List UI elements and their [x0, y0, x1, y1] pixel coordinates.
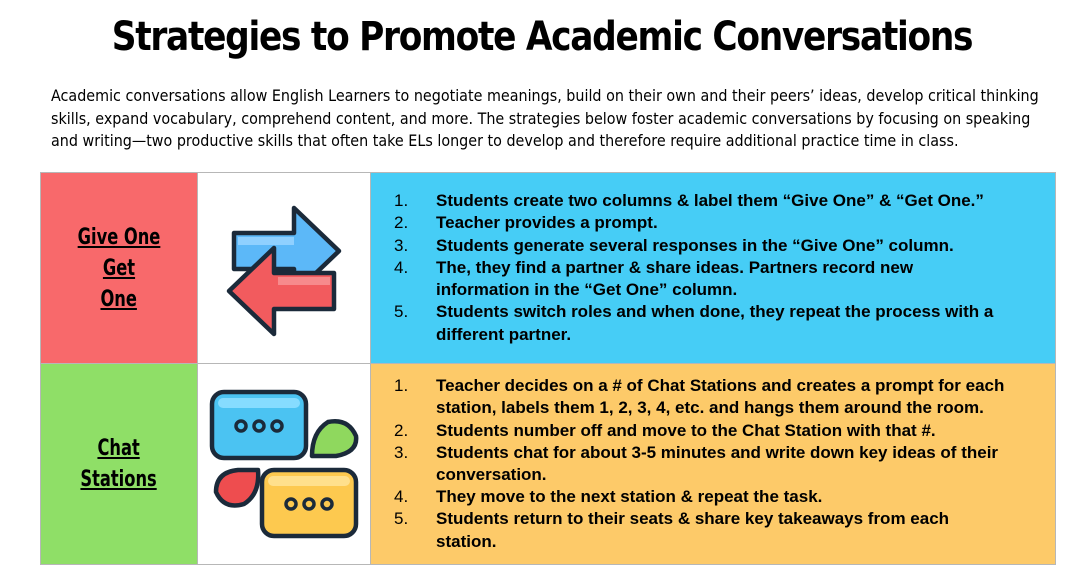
strategy-icon-cell [198, 364, 371, 565]
step-number: 2. [394, 213, 409, 233]
step-line: Students switch roles and when done, they repeat the process with a [436, 302, 994, 322]
step-text [436, 420, 1047, 442]
step-item [394, 235, 1047, 257]
step-item [394, 442, 1047, 486]
strategy-row-chat-stations [41, 364, 1056, 565]
step-line: station. [436, 531, 497, 551]
strategies-table [40, 172, 1056, 565]
step-item [394, 420, 1047, 442]
step-text [436, 508, 1047, 552]
step-text [436, 212, 1047, 234]
step-text [436, 190, 1047, 212]
step-number: 1. [394, 191, 409, 211]
step-number: 1. [394, 376, 409, 396]
step-number: 3. [394, 235, 409, 255]
step-text [436, 257, 1047, 301]
chat-bubbles-icon [208, 384, 360, 544]
step-line: different partner. [436, 324, 572, 344]
strategy-name-line: Chat [97, 436, 141, 461]
intro-paragraph [51, 85, 1051, 153]
step-line: Students create two columns & label them “Give One” & “Get One.” [436, 191, 984, 211]
step-text [436, 486, 1047, 508]
intro-line: skills, expand vocabulary, comprehend content, and more. The strategies below foster academic conversations by focusing on speaking [51, 108, 1031, 128]
strategy-name-cell [41, 173, 198, 364]
strategy-name-line: Give One Get [77, 224, 161, 281]
strategy-steps-cell [371, 364, 1056, 565]
step-item [394, 375, 1047, 419]
intro-line: and writing—two productive skills that often take ELs longer to develop and therefore require additional practice time in class. [51, 131, 959, 150]
strategy-name-cell [41, 364, 198, 565]
step-line: Teacher decides on a # of Chat Stations and creates a prompt for each [436, 376, 1005, 396]
strategy-name [52, 222, 186, 315]
step-text [436, 442, 1047, 486]
step-line: Students return to their seats & share key takeaways from each [436, 509, 950, 529]
step-item [394, 257, 1047, 301]
step-item [394, 508, 1047, 552]
strategy-name [75, 433, 164, 495]
step-line: Students number off and move to the Chat Station with that #. [436, 420, 936, 440]
strategy-row-give-one-get-one [41, 173, 1056, 364]
step-text [436, 301, 1047, 345]
step-item [394, 212, 1047, 234]
step-line: Teacher provides a prompt. [436, 213, 658, 233]
strategy-name-line: One [100, 286, 138, 312]
step-line: information in the “Get One” column. [436, 280, 738, 300]
step-number: 3. [394, 442, 409, 462]
step-line: Students chat for about 3-5 minutes and write down key ideas of their [436, 442, 999, 462]
strategy-name-line: Stations [80, 467, 158, 492]
strategy-steps-cell [371, 173, 1056, 364]
step-number: 4. [394, 257, 409, 277]
step-number: 5. [394, 509, 409, 529]
step-number: 2. [394, 420, 409, 440]
page-title: Strategies to Promote Academic Conversations [111, 14, 973, 60]
strategy-icon-cell [198, 173, 371, 364]
step-line: conversation. [436, 465, 547, 484]
step-text [436, 375, 1047, 419]
step-item [394, 190, 1047, 212]
step-line: station, labels them 1, 2, 3, 4, etc. and hangs them around the room. [436, 398, 984, 418]
step-number: 4. [394, 487, 409, 507]
step-text [436, 235, 1047, 257]
step-item [394, 301, 1047, 345]
step-item [394, 486, 1047, 508]
step-line: They move to the next station & repeat the task. [436, 487, 823, 507]
step-line: The, they find a partner & share ideas. Partners record new [436, 257, 914, 277]
swap-arrows-icon [214, 193, 354, 343]
steps-list [394, 190, 1047, 345]
intro-line: Academic conversations allow English Learners to negotiate meanings, build on their own and their peers’ ideas, develop critical thinking [51, 86, 1039, 105]
steps-list [394, 375, 1047, 553]
step-line: Students generate several responses in the “Give One” column. [436, 235, 954, 255]
step-number: 5. [394, 302, 409, 322]
